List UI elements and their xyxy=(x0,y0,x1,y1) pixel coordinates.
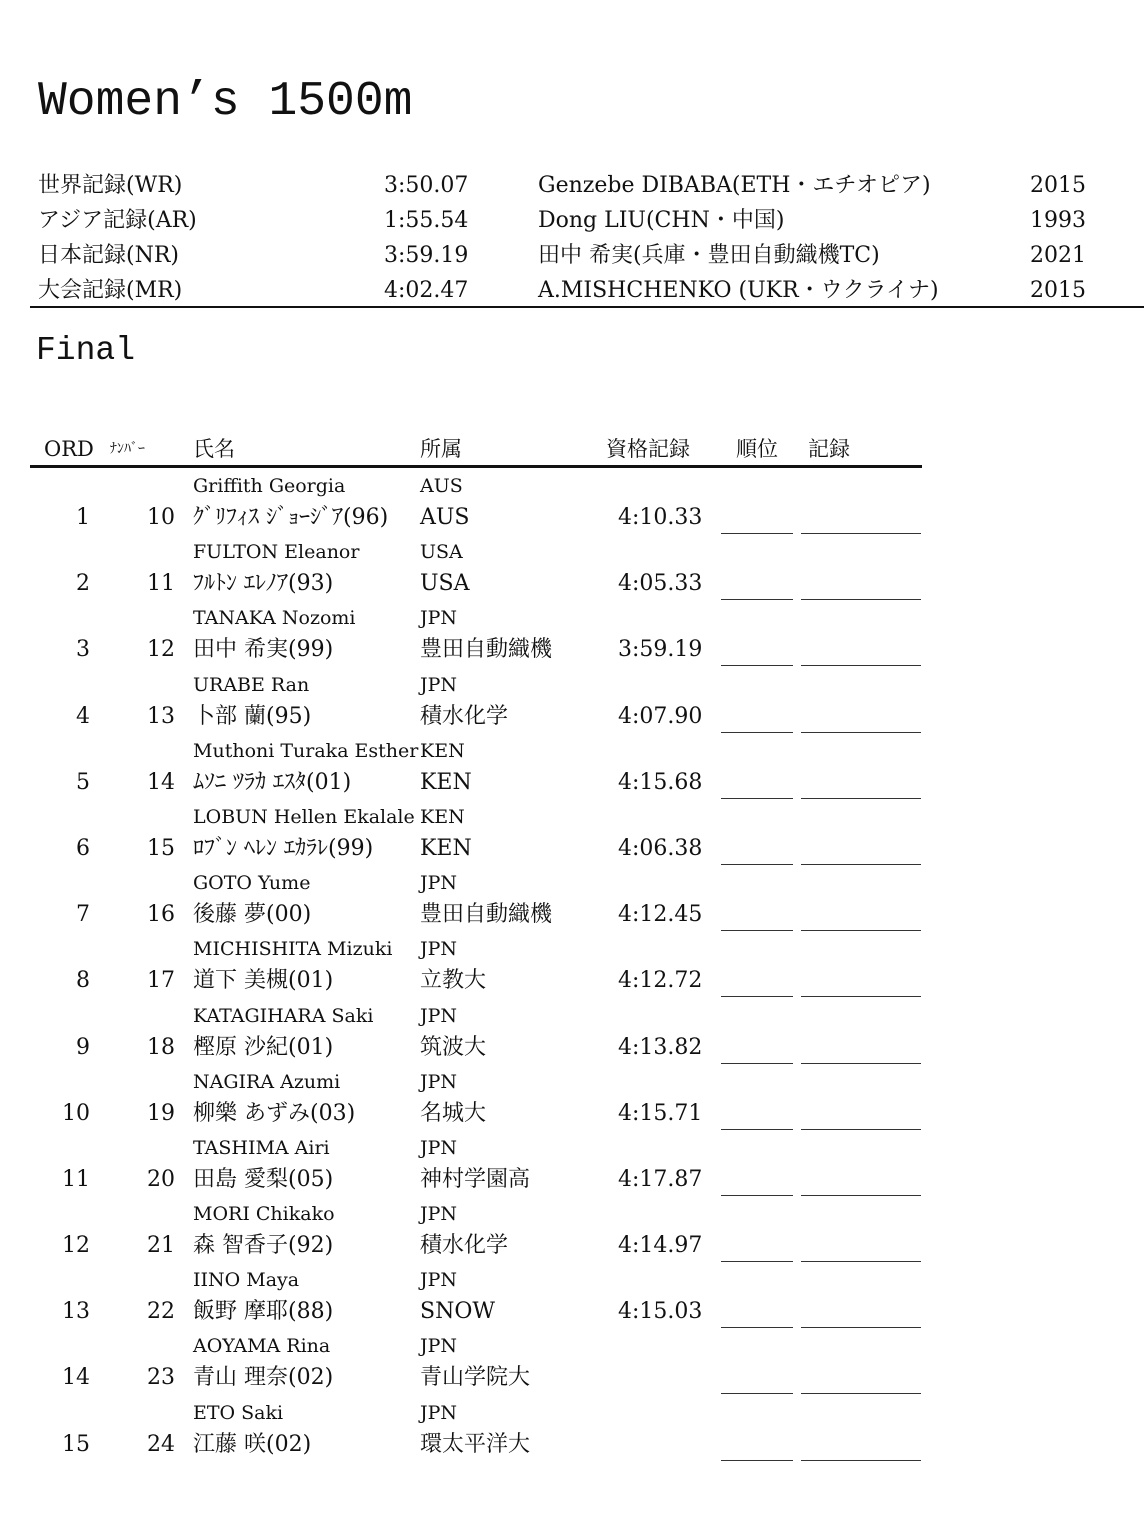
entry-name-roman: Griffith Georgia xyxy=(193,475,346,497)
result-blank-line xyxy=(801,665,921,666)
rank-blank-line xyxy=(721,996,793,997)
entry-bib-number: 21 xyxy=(147,1233,175,1259)
entry-name-roman: AOYAMA Rina xyxy=(193,1335,331,1358)
header-qualifying-mark: 資格記録 xyxy=(606,437,690,461)
entry-name-roman: MICHISHITA Mizuki xyxy=(193,938,393,961)
result-blank-line xyxy=(801,1261,921,1262)
entry-affiliation: KEN xyxy=(420,769,472,795)
entry-order: 7 xyxy=(76,902,90,928)
entry-country: JPN xyxy=(420,1401,458,1424)
entry-country: KEN xyxy=(420,739,465,762)
table-row xyxy=(30,1002,930,1068)
entry-name-japanese: 柳樂 あずみ(03) xyxy=(193,1100,356,1126)
entry-order: 14 xyxy=(62,1365,90,1391)
result-blank-line xyxy=(801,599,921,600)
entry-order: 9 xyxy=(76,1034,90,1060)
result-blank-line xyxy=(801,864,921,865)
table-header xyxy=(30,433,920,465)
entry-affiliation: USA xyxy=(420,571,470,597)
entry-country: AUS xyxy=(420,475,463,497)
entry-order: 5 xyxy=(76,769,90,795)
entry-name-japanese: 樫原 沙紀(01) xyxy=(193,1034,334,1060)
entry-order: 6 xyxy=(76,835,90,861)
entry-qualifying-mark: 4:15.71 xyxy=(618,1100,703,1126)
table-row xyxy=(30,1332,930,1398)
table-row xyxy=(30,538,930,604)
table-row xyxy=(30,671,930,737)
record-holder: A.MISHCHENKO (UKR・ウクライナ) xyxy=(538,278,939,303)
entry-affiliation: 筑波大 xyxy=(420,1034,487,1060)
entry-name-japanese: ﾑｿﾆ ﾂﾗｶ ｴｽﾀ(01) xyxy=(193,769,352,795)
entry-order: 1 xyxy=(76,505,90,530)
entry-affiliation: 環太平洋大 xyxy=(420,1431,531,1457)
table-row xyxy=(30,472,930,538)
entry-bib-number: 15 xyxy=(147,835,175,861)
table-row xyxy=(30,1266,930,1332)
entry-name-japanese: ﾛﾌﾞﾝ ﾍﾚﾝ ｴｶﾗﾚ(99) xyxy=(193,835,374,861)
header-ord: ORD xyxy=(44,437,94,461)
entry-name-japanese: 後藤 夢(00) xyxy=(193,902,312,928)
rank-blank-line xyxy=(721,1129,793,1130)
record-time: 1:55.54 xyxy=(384,208,469,233)
header-rank: 順位 xyxy=(736,437,778,461)
entry-order: 11 xyxy=(62,1166,90,1192)
entry-name-roman: LOBUN Hellen Ekalale xyxy=(193,805,415,828)
entry-order: 3 xyxy=(76,637,90,663)
record-holder: Dong LIU(CHN・中国) xyxy=(538,208,785,233)
header-result: 記録 xyxy=(808,437,850,461)
entry-qualifying-mark: 4:13.82 xyxy=(618,1034,703,1060)
record-label: 世界記録(WR) xyxy=(38,173,183,198)
result-blank-line xyxy=(801,930,921,931)
entry-qualifying-mark: 4:12.45 xyxy=(618,902,703,928)
entry-affiliation: 積水化学 xyxy=(420,1233,509,1259)
entry-name-roman: FULTON Eleanor xyxy=(193,541,360,564)
record-year: 2015 xyxy=(1030,173,1086,198)
table-row xyxy=(30,604,930,670)
entry-bib-number: 14 xyxy=(147,769,175,795)
entry-bib-number: 12 xyxy=(147,637,175,663)
rank-blank-line xyxy=(721,1393,793,1394)
entry-order: 13 xyxy=(62,1299,90,1325)
entry-country: JPN xyxy=(420,1203,458,1226)
entry-qualifying-mark: 4:07.90 xyxy=(618,703,703,729)
record-row-asia xyxy=(38,203,1144,238)
entry-list xyxy=(30,472,930,1465)
entry-bib-number: 17 xyxy=(147,968,175,994)
header-affiliation: 所属 xyxy=(420,437,462,461)
entry-affiliation: 豊田自動織機 xyxy=(420,902,553,928)
result-blank-line xyxy=(801,1129,921,1130)
record-holder: Genzebe DIBABA(ETH・エチオピア) xyxy=(538,173,931,198)
table-row xyxy=(30,869,930,935)
record-row-national xyxy=(38,238,1144,273)
entry-bib-number: 22 xyxy=(147,1299,175,1325)
entry-country: JPN xyxy=(420,1269,458,1292)
record-row-meet xyxy=(38,273,1144,308)
entry-qualifying-mark: 4:17.87 xyxy=(618,1166,703,1192)
page-title: Women’s 1500m xyxy=(38,75,413,129)
rank-blank-line xyxy=(721,930,793,931)
record-label: アジア記録(AR) xyxy=(38,208,197,233)
result-blank-line xyxy=(801,798,921,799)
entry-name-japanese: 青山 理奈(02) xyxy=(193,1365,334,1391)
table-row xyxy=(30,737,930,803)
entry-name-roman: KATAGIHARA Saki xyxy=(193,1004,374,1027)
record-label: 大会記録(MR) xyxy=(38,278,183,303)
result-blank-line xyxy=(801,1195,921,1196)
entry-country: JPN xyxy=(420,1004,458,1027)
table-row xyxy=(30,1134,930,1200)
entry-name-japanese: 江藤 咲(02) xyxy=(193,1431,312,1457)
entry-name-roman: GOTO Yume xyxy=(193,872,311,895)
rank-blank-line xyxy=(721,1195,793,1196)
entry-name-japanese: 卜部 蘭(95) xyxy=(193,703,312,729)
entry-name-roman: URABE Ran xyxy=(193,673,310,696)
entry-name-japanese: 森 智香子(92) xyxy=(193,1233,334,1259)
rank-blank-line xyxy=(721,1063,793,1064)
header-divider xyxy=(30,465,922,468)
entry-affiliation: 神村学園高 xyxy=(420,1166,531,1192)
entry-order: 12 xyxy=(62,1233,90,1259)
entry-qualifying-mark: 4:12.72 xyxy=(618,968,703,994)
entry-bib-number: 24 xyxy=(147,1431,175,1457)
entry-order: 2 xyxy=(76,571,90,597)
entry-name-japanese: 道下 美槻(01) xyxy=(193,968,334,994)
entry-name-japanese: ｸﾞﾘﾌｨｽ ｼﾞｮｰｼﾞｱ(96) xyxy=(193,505,389,530)
table-row xyxy=(30,803,930,869)
result-blank-line xyxy=(801,732,921,733)
entry-bib-number: 20 xyxy=(147,1166,175,1192)
record-row-world xyxy=(38,168,1144,203)
rank-blank-line xyxy=(721,864,793,865)
entry-name-roman: NAGIRA Azumi xyxy=(193,1070,341,1093)
entry-name-roman: Muthoni Turaka Esther xyxy=(193,739,419,762)
entry-bib-number: 18 xyxy=(147,1034,175,1060)
record-time: 3:50.07 xyxy=(384,173,469,198)
entry-qualifying-mark: 4:05.33 xyxy=(618,571,703,597)
rank-blank-line xyxy=(721,1327,793,1328)
rank-blank-line xyxy=(721,798,793,799)
record-holder: 田中 希実(兵庫・豊田自動織機TC) xyxy=(538,243,880,268)
entry-name-roman: IINO Maya xyxy=(193,1269,300,1292)
rank-blank-line xyxy=(721,665,793,666)
entry-country: JPN xyxy=(420,1136,458,1159)
entry-order: 4 xyxy=(76,703,90,729)
entry-country: JPN xyxy=(420,938,458,961)
entry-name-roman: ETO Saki xyxy=(193,1401,284,1424)
entry-country: JPN xyxy=(420,872,458,895)
section-title: Final xyxy=(36,332,136,369)
entry-qualifying-mark: 4:14.97 xyxy=(618,1233,703,1259)
entry-affiliation: AUS xyxy=(420,505,470,530)
entry-name-roman: MORI Chikako xyxy=(193,1203,335,1226)
rank-blank-line xyxy=(721,533,793,534)
table-row xyxy=(30,1200,930,1266)
entry-order: 15 xyxy=(62,1431,90,1457)
record-time: 4:02.47 xyxy=(384,278,469,303)
records-divider xyxy=(30,306,1144,308)
result-blank-line xyxy=(801,533,921,534)
entry-qualifying-mark: 4:15.03 xyxy=(618,1299,703,1325)
entry-name-roman: TASHIMA Airi xyxy=(193,1136,330,1159)
result-blank-line xyxy=(801,1393,921,1394)
entry-affiliation: 積水化学 xyxy=(420,703,509,729)
table-row xyxy=(30,1068,930,1134)
table-row xyxy=(30,935,930,1001)
header-name: 氏名 xyxy=(193,437,235,461)
entry-qualifying-mark: 4:10.33 xyxy=(618,505,703,530)
record-year: 1993 xyxy=(1030,208,1086,233)
entry-order: 8 xyxy=(76,968,90,994)
result-blank-line xyxy=(801,1063,921,1064)
entry-qualifying-mark: 4:15.68 xyxy=(618,769,703,795)
entry-affiliation: KEN xyxy=(420,835,472,861)
entry-affiliation: 名城大 xyxy=(420,1100,487,1126)
entry-name-japanese: 田中 希実(99) xyxy=(193,637,334,663)
entry-affiliation: 青山学院大 xyxy=(420,1365,531,1391)
entry-name-japanese: 田島 愛梨(05) xyxy=(193,1166,334,1192)
entry-qualifying-mark: 4:06.38 xyxy=(618,835,703,861)
header-number: ﾅﾝﾊﾞｰ xyxy=(110,441,145,457)
entry-qualifying-mark: 3:59.19 xyxy=(618,637,703,663)
rank-blank-line xyxy=(721,1460,793,1461)
entry-bib-number: 11 xyxy=(147,571,175,597)
entry-affiliation: 立教大 xyxy=(420,968,487,994)
entry-bib-number: 16 xyxy=(147,902,175,928)
result-blank-line xyxy=(801,996,921,997)
result-blank-line xyxy=(801,1327,921,1328)
entry-country: JPN xyxy=(420,1335,458,1358)
entry-country: KEN xyxy=(420,805,465,828)
rank-blank-line xyxy=(721,599,793,600)
record-year: 2015 xyxy=(1030,278,1086,303)
entry-name-roman: TANAKA Nozomi xyxy=(193,607,356,630)
table-row xyxy=(30,1399,930,1465)
entry-bib-number: 19 xyxy=(147,1100,175,1126)
entry-country: JPN xyxy=(420,607,458,630)
rank-blank-line xyxy=(721,1261,793,1262)
entry-name-japanese: ﾌﾙﾄﾝ ｴﾚﾉｱ(93) xyxy=(193,571,334,597)
entry-name-japanese: 飯野 摩耶(88) xyxy=(193,1299,334,1325)
entry-country: USA xyxy=(420,541,463,564)
entry-order: 10 xyxy=(62,1100,90,1126)
record-label: 日本記録(NR) xyxy=(38,243,179,268)
record-year: 2021 xyxy=(1030,243,1086,268)
entry-bib-number: 13 xyxy=(147,703,175,729)
result-blank-line xyxy=(801,1460,921,1461)
entry-country: JPN xyxy=(420,1070,458,1093)
rank-blank-line xyxy=(721,732,793,733)
entry-bib-number: 10 xyxy=(147,505,175,530)
record-time: 3:59.19 xyxy=(384,243,469,268)
entry-affiliation: SNOW xyxy=(420,1299,495,1325)
entry-affiliation: 豊田自動織機 xyxy=(420,637,553,663)
records-table xyxy=(38,168,1144,308)
entry-bib-number: 23 xyxy=(147,1365,175,1391)
entry-country: JPN xyxy=(420,673,458,696)
